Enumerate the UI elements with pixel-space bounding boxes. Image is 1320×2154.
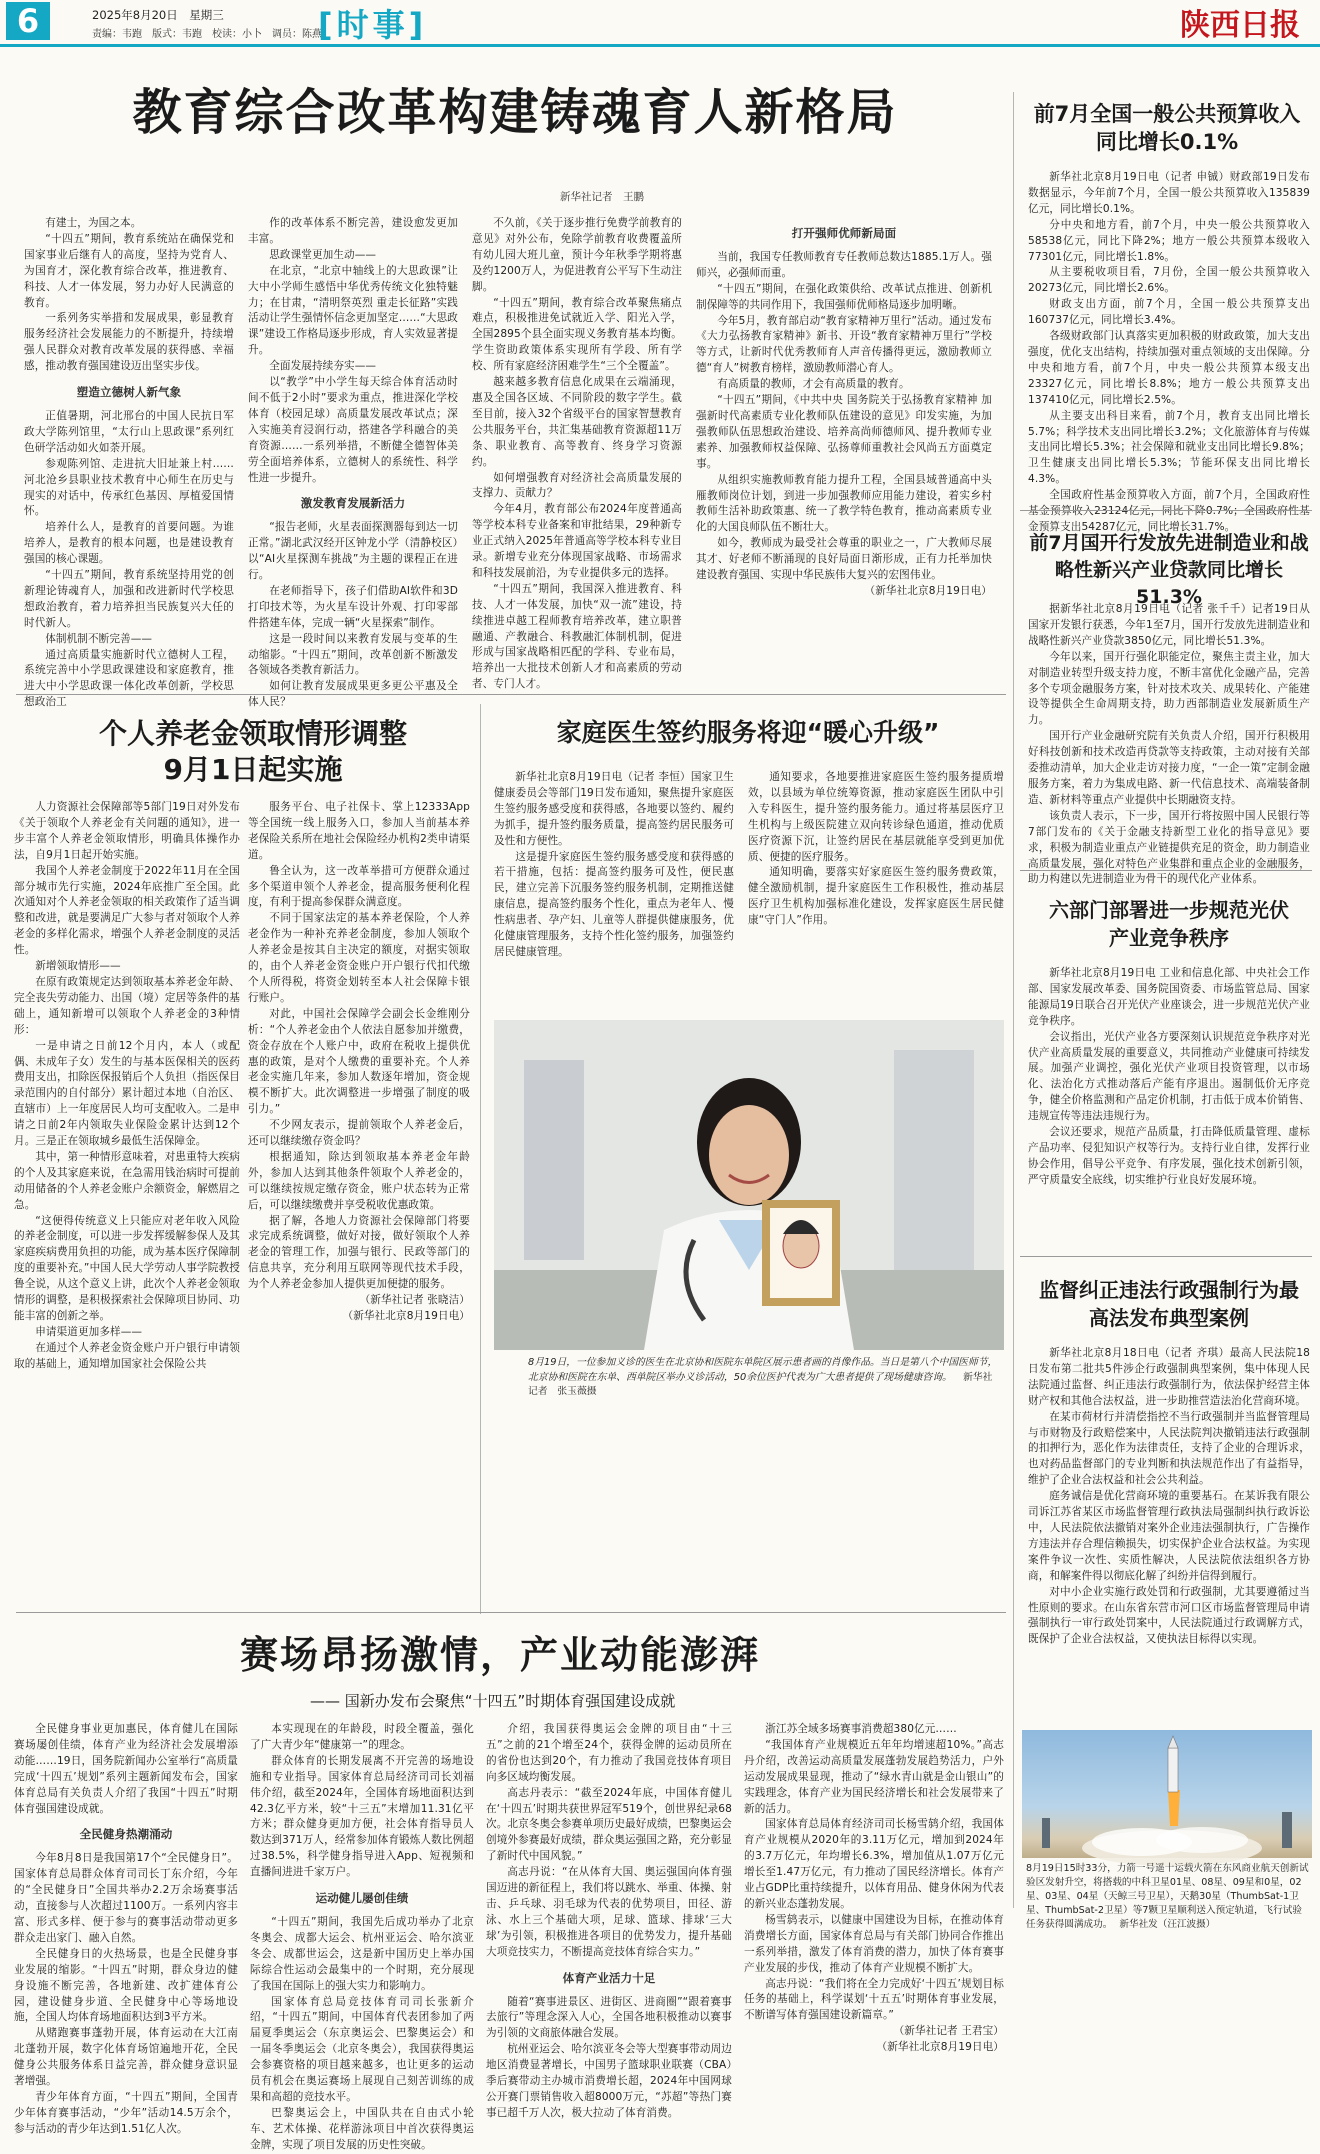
paragraph: 新华社北京8月18日电（记者 齐琪）最高人民法院18日发布第二批共5件涉企行政强制典型案例，集中体现人民法院通过监督、纠正违法行政强制行为，依法保护经营主体财产权和其他合法权益，进一步助推营造法治化营商环境。 [1028, 1347, 1310, 1407]
paragraph: 杨雪鸫表示，以健康中国建设为目标，在推动体育消费增长方面，国家体育总局与有关部门协同合作推出一系列举措，激发了体育消费的潜力，加快了体育赛事产业发展的步伐，推动了体育产业规模不断扩大。 [744, 1913, 1004, 1974]
reporter-credit: （新华社记者 张晓洁） [359, 1294, 470, 1307]
paragraph: 据新华社北京8月19日电（记者 张千千）记者19日从国家开发银行获悉，今年1至7月，国开行发放先进制造业和战略性新兴产业贷款3850亿元，同比增长51.3%。 [1028, 603, 1310, 647]
sports-column-4 [744, 1722, 1004, 2054]
family-doctor-column-2 [748, 770, 1004, 1012]
paragraph: 全国政府性基金预算收入方面，前7个月，全国政府性基金预算收入23124亿元，同比下降0.7%；全国政府性基金预算支出54287亿元，同比增长31.7%。 [1028, 489, 1310, 533]
paragraph: 从主要支出科目来看，前7个月，教育支出同比增长5.7%；科学技术支出同比增长3.2%；文化旅游体育与传媒支出同比增长5.3%；社会保障和就业支出同比增长9.8%；卫生健康支出同比增长5.3%；节能环保支出同比增长4.3%。 [1028, 409, 1310, 486]
paragraph: 新华社北京8月19日电（记者 李恒）国家卫生健康委员会等部门19日发布通知，聚焦提升家庭医生签约服务感受度和获得感，各地要以签约、履约为抓手，提升签约服务质量，提高签约居民服务可及性和方便性。 [494, 771, 734, 847]
doctor-portrait-photo [494, 1020, 1004, 1350]
divider [1020, 510, 1312, 511]
paragraph: 国家体育总局竞技体育司司长张新介绍，“十四五”期间，中国体育代表团参加了两届夏季奥运会（东京奥运会、巴黎奥运会）和一届冬季奥运会（北京冬奥会），我国获得奥运会参赛资格的项目越来越多，也让更多的运动员有机会在奥运赛场上展现自己刻苦训练的成果和高超的竞技水平。 [250, 1995, 474, 2103]
paragraph: 该负责人表示，下一步，国开行将按照中国人民银行等7部门发布的《关于金融支持新型工业化的指导意见》要求，积极为制造业重点产业链提供充足的资金，助力制造业高质量发展，强化对特色产业集群和重点企业的金融服务，助力构建以先进制造业为骨干的现代化产业体系。 [1028, 809, 1310, 886]
rocket-icon [1022, 1730, 1312, 1858]
budget-headline: 前7月全国一般公共预算收入同比增长0.1% [1033, 102, 1301, 154]
paragraph: 如何增强教育对经济社会高质量发展的支撑力、贡献力？ [472, 471, 682, 500]
doctor-holding-portrait-icon [494, 1020, 1004, 1350]
paragraph: 一系列务实举措和发展成果，彰显教育服务经济社会发展能力的不断提升，持续增强人民群众对教育改革发展的获得感、幸福感，推动教育强国建设迈出坚实步伐。 [24, 312, 234, 373]
sports-column-1 [14, 1722, 238, 2135]
paragraph: 其中，第一种情形意味着，对患重特大疾病的个人及其家庭来说，在急需用钱治病时可提前动用储备的个人养老金账户余额资金，解燃眉之急。 [14, 1150, 240, 1211]
paragraph: 从赌跑赛事蓬勃开展，体育运动在大江南北蓬勃开展，数字化体育场馆遍地开花，全民健身公共服务体系日益完善，群众健身意识显著增强。 [14, 2027, 238, 2088]
lead-column-4 [696, 216, 992, 686]
photovoltaic-headline: 六部门部署进一步规范光伏产业竞争秩序 [1049, 898, 1289, 950]
pension-column-2 [248, 800, 470, 1610]
paragraph: 高志丹表示：“截至2024年底，中国体育健儿在‘十四五’时期共获世界冠军519个，创世界纪录68次。北京冬奥会参赛单项历史最好成绩，巴黎奥运会创境外参赛最好成绩，群众奥运强国之路，充分彰显了新时代中国风貌。” [486, 1786, 732, 1863]
subheading: 体育产业活力十足 [562, 1970, 656, 1985]
section-label: [时事] [318, 6, 428, 44]
paragraph: “这便得传统意义上只能应对老年收入风险的养老金制度，可以进一步发挥缓解参保人及其家庭疾病费用负担的功能，成为基本医疗保障制度的重要补充。”中国人民大学劳动人事学院教授鲁全说，从这个意义上讲，此次个人养老金领取情形的调整，是积极探索社会保障项目协同、功能丰富的创新之举。 [14, 1214, 240, 1322]
paragraph: 申请渠道更加多样—— [35, 1325, 143, 1338]
paragraph: 正值暑期，河北邢台的中国人民抗日军政大学陈列馆里，“太行山上思政课”系列红色研学活动如火如荼开展。 [24, 409, 234, 454]
paragraph: 随着“赛事进景区、进街区、进商圈”“跟着赛事去旅行”等理念深入人心，全国各地积极推动以赛事为引领的文商旅体融合发展。 [486, 1995, 732, 2040]
paragraph: 不同于国家法定的基本养老保险，个人养老金作为一种补充养老金制度，参加人领取个人养老金是按其自主决定的额度，对据实领取的，由个人养老金资金账户开户银行代扣代缴个人所得税，将资金划转至本人社会保障卡银行账户。 [248, 912, 470, 1004]
lead-byline: 新华社记者 王鹏 [560, 191, 644, 203]
paragraph: 对中小企业实施行政处罚和行政强制，尤其要遵循过当性原则的要求。在山东省东营市河口区市场监督管理局申请强制执行一审行政处罚案中，人民法院通过行政调解方式，既保护了企业合法权益，又使执法目标得以实现。 [1028, 1585, 1310, 1646]
paragraph: 培养什么人，是教育的首要问题。为谁培养人，是教育的根本问题，也是建设教育强国的核心课题。 [24, 521, 234, 566]
paragraph: 分中央和地方看，前7个月，中央一般公共预算收入58538亿元，同比下降2%；地方一般公共预算本级收入77301亿元，同比增长1.8%。 [1028, 218, 1310, 263]
paragraph: “十四五”期间，在强化政策供给、改革试点推进、创新机制保障等的共同作用下，我国强师优师格局逐步加明晰。 [696, 282, 992, 311]
paragraph: 会议指出，光伏产业各方要深刻认识规范竞争秩序对光伏产业高质量发展的重要意义，共同推动产业健康可持续发展。加强产业调控，强化光伏产业项目投资管理，以市场化、法治化方式推动落后产能有序退出。遏制低价无序竞争，健全价格监测和产品定价机制，打击低于成本价销售、违规宣传等违法违规行为。 [1028, 1030, 1310, 1123]
paragraph: 不少网友表示，提前领取个人养老金后，还可以继续缴存资金吗？ [248, 1119, 470, 1148]
family-doctor-headline: 家庭医生签约服务将迎“暖心升级” [556, 718, 940, 747]
budget-article-body [1028, 170, 1310, 533]
paragraph: “十四五”期间，教育系统站在确保党和国家事业后继有人的高度，坚持为党育人、为国育才，深化教育综合改革，推进教育、科技、人才一体发展，努力办好人民满意的教育。 [24, 232, 234, 309]
paragraph: 本实现现在的年龄段，时段全覆盖，强化了广大青少年“健康第一”的理念。 [250, 1723, 474, 1751]
divider [480, 704, 481, 1614]
lead-column-2 [248, 216, 458, 709]
paragraph: “报告老师，火星表面探测器每到达一切正常。”湖北武汉经开区钟龙小学（清静校区）以“AI火星探测车挑战”为主题的课程正在进行。 [248, 521, 458, 582]
paragraph: 高志丹说：“我们将在全力完成好‘十四五’规划目标任务的基础上，科学谋划‘十五五’时期体育事业发展，不断谱写体育强国建设新篇章。” [744, 1977, 1004, 2022]
paragraph: “十四五”期间，教育综合改革聚焦痛点难点，积极推进免试就近入学、阳光入学，全国2895个县全面实现义务教育基本均衡。学生资助政策体系实现所有学段、所有学校、所有家庭经济困难学生“三个全覆盖”。 [472, 296, 682, 373]
paragraph: 我国个人养老金制度于2022年11月在全国部分城市先行实施，2024年底推广至全国。此次通知对个人养老金领取的相关政策作了适当调整和改进，就是要满足广大参与者对领取个人养老金的多样化需求，增强个人养老金制度的灵活性。 [14, 864, 240, 957]
rocket-photo-caption [1026, 1862, 1310, 1930]
sports-headline: 赛场昂扬激情，产业动能澎湃 [239, 1633, 760, 1677]
cdb-loans-headline: 前7月国开行发放先进制造业和战略性新兴产业贷款同比增长51.3% [1029, 532, 1309, 608]
caption-text: 8月19日15时33分，力箭一号遥十运载火箭在东风商业航天创新试验区发射升空，将搭载的中科卫星01星、08星、09星和0星，02星、03星、04星（天鲸三号卫星），天鹅30星（ThumbSat-1卫星、ThumbSat-2卫星）等7颗卫星顺利送入预定轨道，飞行试验任务获得圆满成功。 [1026, 1863, 1309, 1930]
paragraph: 新华社北京8月19日电 工业和信息化部、中央社会工作部、国家发展改革委、国务院国资委、市场监管总局、国家能源局19日联合召开光伏产业座谈会，进一步规范光伏产业竞争秩序。 [1028, 967, 1310, 1027]
paragraph: 如何让教育发展成果更多更公平惠及全体人民？ [248, 680, 458, 709]
paragraph: 从主要税收项目看，7月份，全国一般公共预算收入20273亿元，同比增长2.6%。 [1028, 266, 1310, 295]
paragraph: 今年4月，教育部公布2024年度普通高等学校本科专业备案和审批结果，29种新专业正式纳入2025年普通高等学校本科专业目录。新增专业充分体现国家战略、市场需求和科技发展前沿，为专业提供多元的选择。 [472, 503, 682, 579]
divider [16, 694, 1006, 695]
paragraph: 据了解，各地人力资源社会保障部门将要求完成系统调整，做好对接，做好领取个人养老金的管理工作，加强与银行、民政等部门的信息共享，充分利用互联网等现代技术手段，为个人养老金参加人提供更加便捷的服务。 [248, 1214, 470, 1291]
newspaper-logo: 陕西日报 [1180, 8, 1300, 43]
subheading: 激发教育发展新活力 [300, 496, 406, 511]
editor-credits: 责编：韦跑 版式：韦跑 校读：小卜 调员：陈燕 [92, 29, 322, 40]
rocket-launch-photo [1022, 1730, 1312, 1858]
court-cases-article-body [1028, 1346, 1310, 1726]
paragraph: “十四五”期间，我国先后成功举办了北京冬奥会、成都大运会、杭州亚运会、哈尔滨亚冬会、成都世运会，这是新中国历史上举办国际综合性运动会最集中的一个时期，充分展现了我国在国际上的强大实力和影响力。 [250, 1915, 474, 1992]
dateline: （新华社北京8月19日电） [864, 584, 992, 597]
masthead-rule [0, 44, 1320, 47]
paragraph: 财政支出方面，前7个月，全国一般公共预算支出160737亿元，同比增长3.4%。 [1028, 298, 1310, 327]
paragraph: 高志丹说：“在从体育大国、奥运强国向体育强国迈进的新征程上，我们将以跳水、举重、体操、射击、乒乓球、羽毛球为代表的优势项目，田径、游泳、水上三个基础大项，足球、篮球、排球‘三大球’为引领，积极推进各项目的优势发力，提升基础大项竞技实力，不断提高竞技体育综合实力。” [486, 1866, 732, 1958]
paragraph: 有建士，为国之本。 [45, 217, 142, 229]
sports-column-2 [250, 1722, 474, 2151]
paragraph: 巴黎奥运会上，中国队共在自由式小轮车、艺术体操、花样游泳项目中首次获得奥运金牌，实现了项目发展的历史性突破。 [250, 2106, 474, 2151]
paragraph: 在老师指导下，孩子们借助AI软件和3D打印技术等，为火星车设计外观、打印零部件搭建车体，完成一辆“火星探索”制作。 [248, 584, 458, 629]
subheading: 运动健儿屡创佳绩 [315, 1891, 409, 1906]
paragraph: 在原有政策规定达到领取基本养老金年龄、完全丧失劳动能力、出国（境）定居等条件的基础上，通知新增可以领取个人养老金的3种情形： [14, 975, 240, 1036]
photovoltaic-article-body [1028, 966, 1310, 1246]
paragraph: 今年5月，教育部启动“教育家精神万里行”活动。通过发布《大力弘扬教育家精神》新书、开设“教育家精神万里行”学校等方式，让新时代优秀教师育人声音传播得更远，激励教师立德“育人”树教育榜样，激励教师潜心育人。 [696, 314, 992, 375]
paragraph: 服务平台、电子社保卡、掌上12333App等全国统一线上服务入口，参加人当前基本养老保险关系所在地社会保险经办机构2类申请渠道。 [248, 801, 470, 861]
pension-headline [28, 716, 478, 788]
paragraph: 这是提升家庭医生签约服务感受度和获得感的若干措施，包括：提高签约服务可及性，便民惠民，建立完善下沉服务签约服务机制，定期推送健康信息，提高签约服务个性化，重点为老年人、慢性病患者、孕产妇、儿童等人群提供健康服务，优化健康管理服务，支持个性化签约服务，加强签约居民健康管理。 [494, 850, 734, 958]
issue-date: 2025年8月20日 星期三 [92, 8, 224, 22]
paragraph: 今年以来，国开行强化职能定位，聚焦主责主业，加大对制造业转型升级支持力度，不断丰富优化金融产品，完善多个专项金融服务方案，针对技术攻关、成果转化、产能建设等提供全生命周期支持，助力西部制造业发展新质生产力。 [1028, 650, 1310, 727]
paragraph: 作的改革体系不断完善，建设愈发更加丰富。 [248, 217, 458, 245]
paragraph: 这是一段时间以来教育发展与变革的生动缩影。“十四五”期间，改革创新不断激发各领域各类教育新活力。 [248, 632, 458, 677]
paragraph: 介绍，我国获得奥运会金牌的项目由“十三五”之前的21个增至24个，获得金牌的运动员所在的省份也达到20个，有力推动了我国竞技体育项目向多区域均衡发展。 [486, 1723, 732, 1783]
paragraph: 在某市荷材行并清偿指控不当行政强制并当监督管理局与市财物及行政赔偿案中，人民法院判决撤销违法行政强制的扣押行为，恶化作为法律责任，支持了企业的合理诉求，也对药品监督部门的专业判断和执法规范作出了有益指导，维护了企业合法权益和社会公共利益。 [1028, 1410, 1310, 1487]
paragraph: 人力资源社会保障部等5部门19日对外发布《关于领取个人养老金有关问题的通知》，进一步丰富个人养老金领取情形，明确具体操作办法，自9月1日起开始实施。 [14, 801, 240, 861]
divider [1020, 1256, 1312, 1257]
paragraph: 国家体育总局体育经济司司长杨雪鸫介绍，我国体育产业规模从2020年的3.11万亿元，增加到2024年的3.7万亿元，年均增长6.3%，增加值从1.07万亿元增长至1.47万亿元，有力推动了国民经济增长。体育产业占GDP比重持续提升，以体育用品、健身休闲为代表的新兴业态蓬勃发展。 [744, 1818, 1004, 1910]
paragraph: 参观陈列馆、走进抗大旧址兼上村……河北沧乡县职业技术教育中心师生在历史与现实的对话中，传承红色基因、厚植爱国情怀。 [24, 457, 234, 518]
subheading: 全民健身热潮涌动 [79, 1827, 173, 1842]
subheading: 塑造立德树人新气象 [76, 385, 182, 400]
paragraph: 国开行产业金融研究院有关负责人介绍，国开行积极用好科技创新和技术改造再贷款等支持政策，主动对接有关部委推动清单，加大企业走访对接力度，“一企一策”定制金融服务方案，着力为集成电路、新一代信息技术、高端装备制造、新材料等重点产业提供中长期融资支持。 [1028, 730, 1310, 806]
paragraph: 在通过个人养老金资金账户开户银行申请领取的基础上，通知增加国家社会保险公共 [14, 1341, 240, 1370]
paragraph: 通过高质量实施新时代立德树人工程，系统完善中小学思政课建设和家庭教育，推进大中小学思政课一体化改革创新，学校思想政治工 [24, 648, 234, 709]
paragraph: 以“教学”中小学生每天综合体育活动时间不低于2小时”要求为重点，推进深化学校体育（校园足球）高质量发展改革试点；深入实施美育浸润行动，搭建各学科融合的美育资源……一系列举措，不断健全德智体美劳全面培养体系，立德树人的系统性、科学性进一步提升。 [248, 376, 458, 484]
family-doctor-column-1 [494, 770, 734, 1012]
dateline: （新华社北京8月19日电） [876, 2041, 1004, 2054]
divider [1013, 92, 1014, 1908]
paragraph: “我国体育产业规模近五年年均增速超10%。”高志丹介绍，改善运动高质量发展蓬勃发展趋势活力，户外运动发展成果显现，推动了“绿水青山就是金山银山”的实践理念，体育产业为国民经济增长和社会发展带来了新的活力。 [744, 1738, 1004, 1815]
pension-column-1 [14, 800, 240, 1610]
doctor-photo-caption [528, 1356, 998, 1400]
dateline: （新华社北京8月19日电） [342, 1310, 470, 1322]
paragraph: 体制机制不断完善—— [45, 632, 153, 645]
paragraph: 在北京，“北京中轴线上的大思政课”让大中小学师生感悟中华优秀传统文化独特魅力；在甘肃，“清明祭英烈 重走长征路”实践活动让学生强情怀信念更加坚定……“大思政课”建设工作格局逐步形成，育人实效显著提升。 [248, 264, 458, 357]
paragraph: 如今，教师成为最受社会尊重的职业之一，广大教师尽展其才、好老师不断涌现的良好局面日渐形成，正有力托举加快建设教育强国、实现中华民族伟大复兴的宏图伟业。 [696, 537, 992, 582]
photo-credit: 新华社发（汪江波摄） [1119, 1919, 1216, 1930]
paragraph: 全民健身日的火热场景，也是全民健身事业发展的缩影。“十四五”时期，群众身边的健身设施不断完善，各地新建、改扩建体育公园，建设健身步道、全民健身中心等场地设施，全国人均体育场地面积达到3平方米。 [14, 1947, 238, 2024]
pension-headline-text: 个人养老金领取情形调整 9月1日起实施 [98, 717, 407, 786]
paragraph: 杭州亚运会、哈尔滨亚冬会等大型赛事带动周边地区消费显著增长，中国男子篮球职业联赛（CBA）季后赛带动主办城市消费增长超，2024年中国网球公开赛门票销售收入超8000万元，“苏超”等热门赛事已超千万人次，极大拉动了体育消费。 [486, 2043, 732, 2119]
court-cases-headline: 监督纠正违法行政强制行为最高法发布典型案例 [1039, 1278, 1299, 1330]
paragraph: 根据通知，除达到领取基本养老金年龄外，参加人达到其他条件领取个人养老金的，可以继续按规定缴存资金，账户状态转为正常后，可以继续缴费并享受税收优惠政策。 [248, 1150, 470, 1211]
page-number: 6 [6, 2, 50, 40]
divider [16, 1612, 1006, 1613]
paragraph: 思政课堂更加生动—— [269, 248, 377, 261]
reporter-credit: （新华社记者 王君宝） [893, 2025, 1004, 2038]
lead-column-3 [472, 216, 682, 691]
paragraph: 当前，我国专任教师教育专任教师总数达1885.1万人。强师兴，必强师而重。 [696, 250, 992, 279]
caption-text: 8月19日，一位参加义诊的医生在北京协和医院东单院区展示患者画的肖像作品。当日是第八个中国医师节，北京协和医院在东单、西单院区举办义诊活动，50余位医护代表为广大患者提供了现场健康咨询。 [528, 1357, 998, 1383]
paragraph: 对此，中国社会保障学会副会长金维刚分析：“个人养老金由个人依法自愿参加并缴费，资金存放在个人账户中，政府在税收上提供优惠的政策，是对个人缴费的重要补充。个人养老金实施几年来，参加人数逐年增加，资金规模不断扩大。此次调整进一步增强了制度的吸引力。” [248, 1007, 470, 1116]
paragraph: 鲁全认为，这一改革举措可方便群众通过多个渠道申领个人养老金，提高服务便利化程度，有利于提高参保群众满意度。 [248, 864, 470, 909]
lead-headline: 教育综合改革构建铸魂育人新格局 [132, 84, 898, 141]
cdb-loans-article-body [1028, 602, 1310, 886]
paragraph: 新增领取情形—— [35, 960, 121, 973]
paragraph: 各级财政部门认真落实更加积极的财政政策，加大支出强度，优化支出结构，持续加强对重点领域的支出保障。分中央和地方看，前7个月，中央一般公共预算本级支出23327亿元，同比增长8.8%；地方一般公共预算支出137410亿元，同比增长2.5%。 [1028, 330, 1310, 406]
paragraph: 全民健身事业更加惠民，体育健儿在国际赛场屡创佳绩，体育产业为经济社会发展增添动能……19日，国务院新闻办公室举行“高质量完成‘十四五’规划”系列主题新闻发布会，国家体育总局有关负责人介绍了我国“十四五”时期体育强国建设成就。 [14, 1723, 238, 1815]
paragraph: 全面发展持续夯实—— [269, 360, 377, 373]
paragraph: 青少年体育方面，“十四五”期间，全国青少年体育赛事活动，“少年”活动14.5万余个，参与活动的青少年达到1.51亿人次。 [14, 2090, 238, 2135]
paragraph: 庭务诚信是优化营商环境的重要基石。在某诉我有限公司诉江苏省某区市场监督管理行政执法局强制纠执行政诉讼中，人民法院依法撤销对案外企业违法强制执行，广告操作方违法并存合理信赖损失，切实保护企业合法权益。为实现案件争议一次性、实质性解决，人民法院依法组织各方协商，和解案件得以彻底化解了纠纷并信得到履行。 [1028, 1490, 1310, 1582]
subheading: 打开强师优师新局面 [791, 226, 897, 240]
paragraph: 有高质量的教师，才会有高质量的教育。 [717, 378, 910, 391]
paragraph: “十四五”期间，教育系统坚持用党的创新理论铸魂育人，加强和改进新时代学校思想政治教育，着力培养担当民族复兴大任的时代新人。 [24, 569, 234, 629]
divider [1020, 870, 1312, 871]
paragraph: 越来越多教育信息化成果在云端涌现，惠及全国各区域、不同阶段的数字学生。截至目前，接入32个省级平台的国家智慧教育公共服务平台，共汇集基础教育资源超11万条、职业教育、高等教育、终身学习资源约。 [472, 376, 682, 468]
paragraph: 一是申请之日前12个月内，本人（或配偶、未成年子女）发生的与基本医保相关的医药费用支出，扣除医保报销后个人负担（指医保目录范围内的自付部分）累计超过本地（自治区、直辖市）上一年度居民人均可支配收入。二是申请之日前2年内领取失业保险金累计达到12个月。三是正在领取城乡最低生活保障金。 [14, 1039, 240, 1148]
paragraph: 今年8月8日是我国第17个“全民健身日”。国家体育总局群众体育司司长丁东介绍，今年的“全民健身日”全国共举办2.2万余场赛事活动，直接参与人次超过1100万。一系列内容丰富、形式多样、便于参与的赛事活动带动更多群众走出家门、融入自然。 [14, 1852, 238, 1944]
photo-credit: 新华社记者 张玉薇摄 [528, 1371, 993, 1397]
lead-column-1 [24, 216, 234, 709]
paragraph: 通知要求，各地要推进家庭医生签约服务提质增效，以县域为单位统筹资源，推动家庭医生团队中引入专科医生，提升签约服务能力。通过将基层医疗卫生机构与上级医院建立双向转诊绿色通道，推动优质医疗资源下沉，让签约居民在基层就能享受到更加优质、便捷的医疗服务。 [748, 771, 1004, 863]
paragraph: 新华社北京8月19日电（记者 申铖）财政部19日发布数据显示，今年前7个月，全国一般公共预算收入135839亿元，同比增长0.1%。 [1028, 171, 1310, 215]
paragraph: “十四五”期间，我国深入推进教育、科技、人才一体发展，加快“双一流”建设，持续推进卓越工程师教育培养改革，建立职普融通、产教融合、科教融汇体制机制，促进形成与国家战略相匹配的学科、专业布局，培养出一大批技术创新人才和高素质的劳动者、专门人才。 [472, 582, 682, 691]
paragraph: 会议还要求，规范产品质量，打击降低质量管理、虚标产品功率、侵犯知识产权等行为。支持行业自律，发挥行业协会作用，倡导公平竞争、有序发展，强化技术创新引领，严守质量安全底线，切实维护行业良好发展环境。 [1028, 1126, 1310, 1186]
paragraph: 从组织实施教师教育能力提升工程，全国县域普通高中头雁教师岗位计划，到进一步加强教师应用能力建设，着实乡村教师生活补助政策惠、统一了教学特色教育，推动高素质专业化的大国良师队伍不断壮大。 [696, 473, 992, 534]
paragraph: “十四五”期间，《中共中央 国务院关于弘扬教育家精神 加强新时代高素质专业化教师队伍建设的意见》印发实施，为加强教师队伍思想政治建设、培养高尚师德师风、提升教师专业素养、加强教师权益保障、弘扬尊师重教社会风尚五方面奠定事。 [696, 394, 992, 470]
paragraph: 通知明确，要落实好家庭医生签约服务费政策，健全激励机制，提升家庭医生工作积极性，推动基层医疗卫生机构加强标准化建设，发挥家庭医生居民健康“守门人”作用。 [748, 866, 1004, 927]
paragraph: 不久前，《关于逐步推行免费学前教育的意见》对外公布，免除学前教育收费覆盖所有幼儿园大班儿童，预计今年秋季学期将惠及约1200万人，为促进教育公平写下生动注脚。 [472, 217, 682, 293]
sports-subheadline: —— 国新办发布会聚焦“十四五”时期体育强国建设成就 [310, 1692, 676, 1710]
paragraph: 群众体育的长期发展离不开完善的场地设施和专业指导。国家体育总局经济司司长刘福伟介绍，截至2024年，全国体育场地面积达到42.3亿平方米，较“十三五”末增加11.31亿平方米；群众健身更加方便，社会体育指导员人数达到371万人，经常参加体育锻炼人数比例超过38.5%，科学健身指导进入App、短视频和直播间进进千家万户。 [250, 1754, 474, 1879]
sports-column-3 [486, 1722, 732, 2119]
paragraph: 浙江苏全域多场赛事消费超380亿元…… [765, 1723, 957, 1735]
